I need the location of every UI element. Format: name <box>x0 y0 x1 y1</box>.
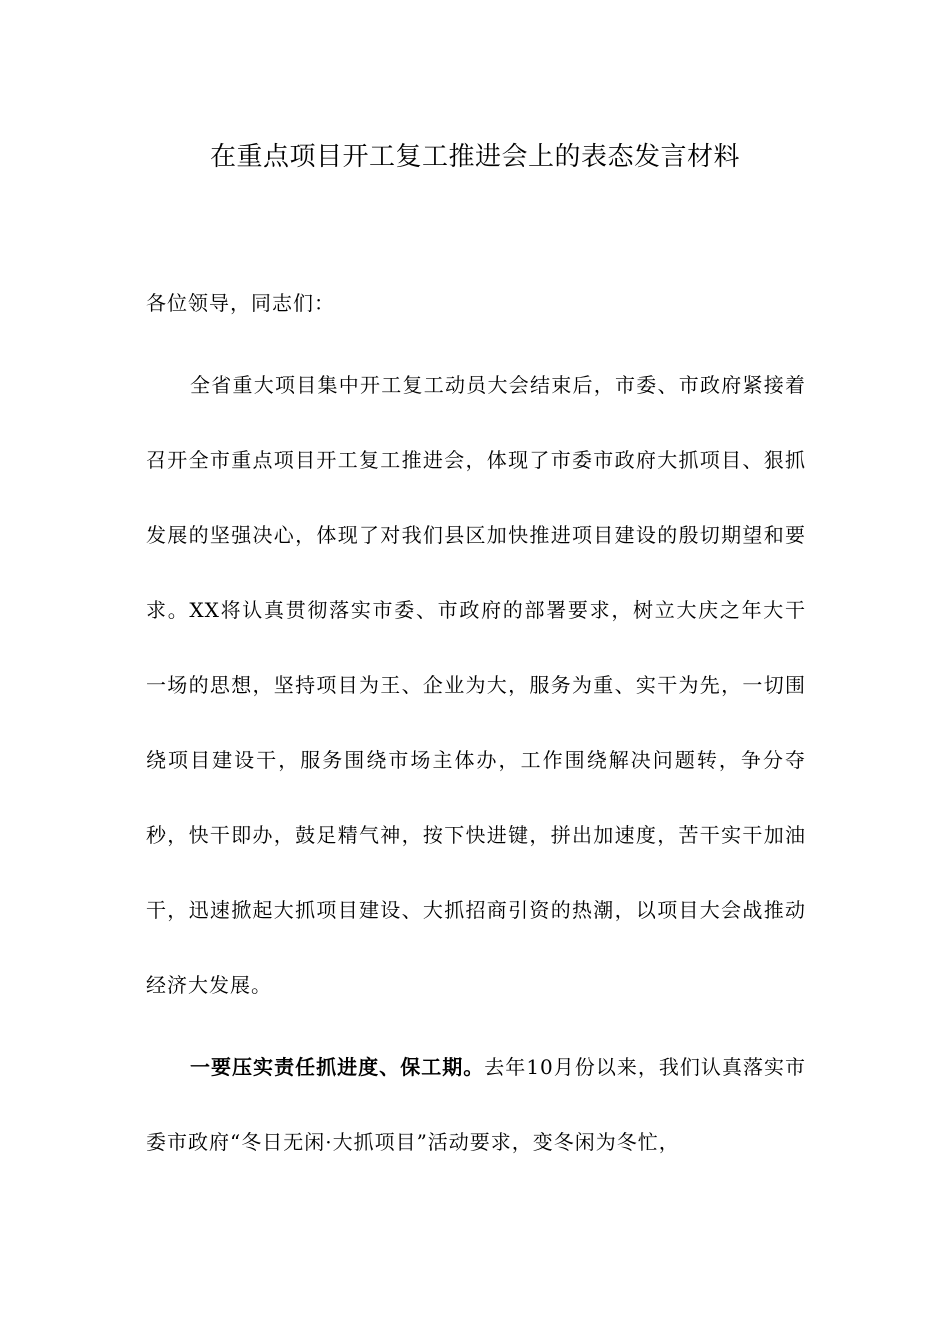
paragraph-2 <box>146 1030 806 1180</box>
salutation: 各位领导，同志们： <box>146 291 335 315</box>
paragraph-2-lead: 一要压实责任抓进度、保工期。 <box>190 1055 485 1079</box>
document-title: 在重点项目开工复工推进会上的表态发言材料 <box>209 142 740 172</box>
paragraph-2-text: 去年10月份以来，我们认真落实市委市政府“冬日无闲·大抓项目”活动要求，变冬闲为冬忙， <box>146 1055 807 1154</box>
paragraph-1: 全省重大项目集中开工复工动员大会结束后，市委、市政府紧接着召开全市重点项目开工复工推进会，体现了市委市政府大抓项目、狠抓发展的坚强决心，体现了对我们县区加快推进项目建设的殷切期望和要求。XX将认真贯彻落实市委、市政府的部署要求，树立大庆之年大干一场的思想，坚持项目为王、企业为大，服务为重、实干为先，一切围绕项目建设干，服务围绕市场主体办，工作围绕解决问题转，争分夺秒，快干即办，鼓足精气神，按下快进键，拼出加速度，苦干实干加油干，迅速掀起大抓项目建设、大抓招商引资的热潮，以项目大会战推动经济大发展。 <box>146 373 806 997</box>
